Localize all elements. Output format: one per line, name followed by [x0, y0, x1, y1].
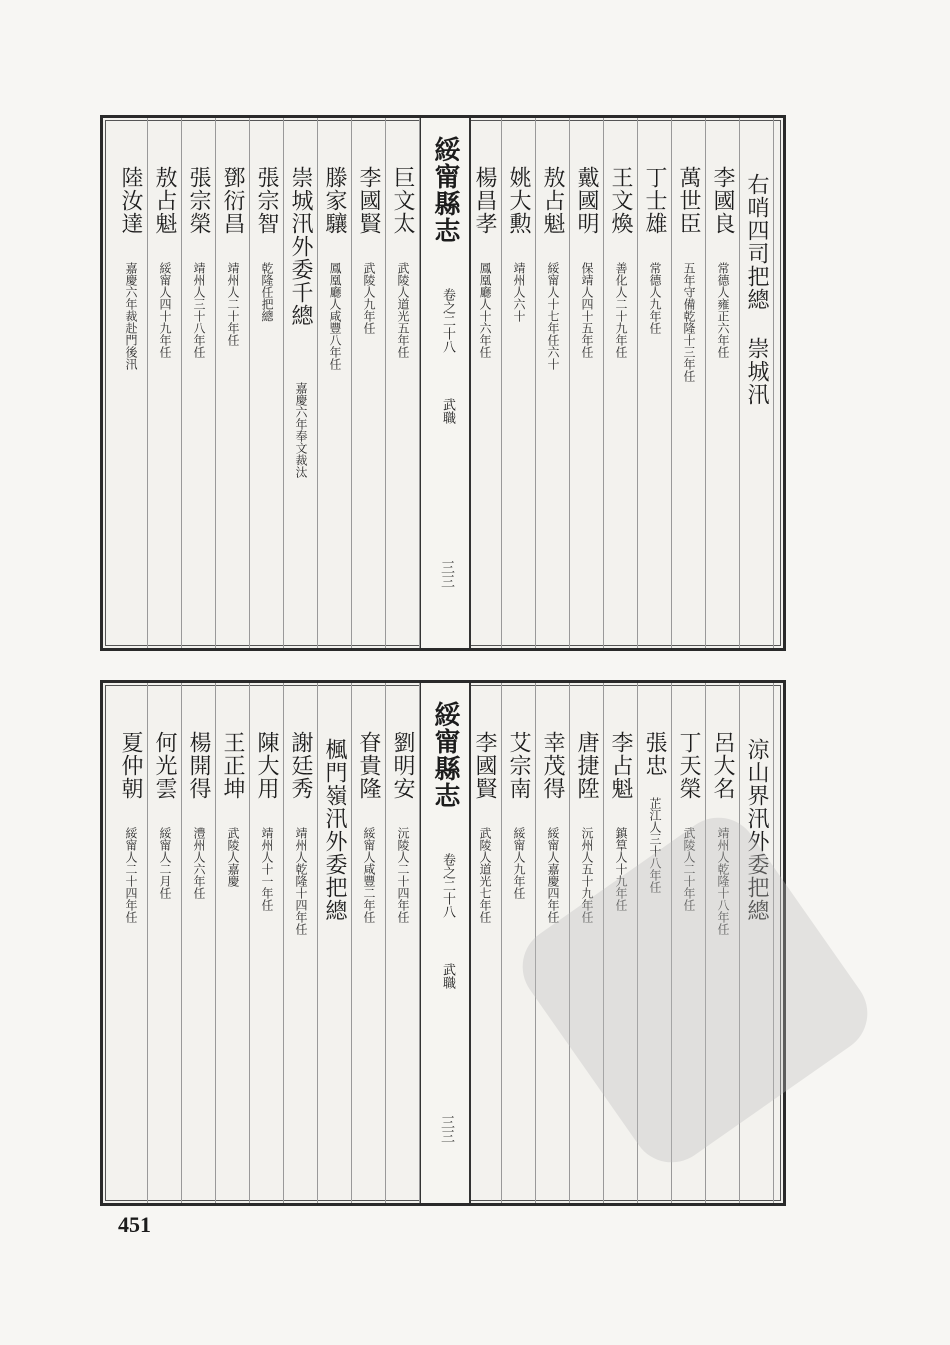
center-margin-column [419, 683, 471, 1203]
official-entry-column [113, 118, 148, 648]
official-entry-column [113, 683, 148, 1203]
official-name: 李國賢 [356, 166, 381, 235]
official-name: 張宗智 [254, 166, 279, 235]
official-name: 張宗榮 [186, 166, 211, 235]
section-heading: 右哨四司把總 崇城汛 [744, 173, 769, 406]
official-entry-column [317, 118, 352, 648]
official-entry-column [283, 683, 318, 1203]
official-entry-column [147, 683, 182, 1203]
official-entry-column [385, 683, 420, 1203]
book-title: 綏甯縣志 [430, 701, 460, 809]
official-name: 丁士雄 [642, 166, 667, 235]
official-name: 丁天榮 [676, 731, 701, 800]
official-name: 敖占魁 [152, 166, 177, 235]
folio-number: 三三 [439, 560, 455, 588]
official-entry-column [351, 683, 386, 1203]
appointment-note: 武陵人嘉慶 [226, 827, 240, 887]
official-name: 陸汝達 [118, 166, 143, 235]
official-entry-column [181, 118, 216, 648]
appointment-note: 鳳凰廳人咸豐八年任 [328, 262, 342, 370]
official-name: 眘貴隆 [356, 731, 381, 800]
section-label: 武職 [440, 963, 455, 989]
official-name: 楊開得 [186, 731, 211, 800]
official-entry-column [215, 118, 250, 648]
official-entry-column [569, 118, 604, 648]
official-name: 王文煥 [608, 166, 633, 235]
official-name: 敖占魁 [540, 166, 565, 235]
official-entry-column [501, 118, 536, 648]
appointment-note: 鳳凰廳人十六年任 [478, 262, 492, 358]
appointment-note: 綏甯人四十九年任 [158, 262, 172, 358]
section-heading: 楓門嶺汛外委把總 [322, 738, 347, 922]
official-entry-column [637, 118, 672, 648]
appointment-note: 五年守備乾隆十三年任 [682, 262, 696, 382]
official-name: 唐捷陞 [574, 731, 599, 800]
official-name: 幸茂得 [540, 731, 565, 800]
appointment-note: 沅陵人二十四年任 [396, 827, 410, 923]
appointment-note: 靖州人二十年任 [226, 262, 240, 346]
appointment-note: 鎮筸人十九年任 [614, 827, 628, 911]
official-entry-column [535, 118, 570, 648]
official-name: 滕家驤 [322, 166, 347, 235]
official-name: 鄧衍昌 [220, 166, 245, 235]
appointment-note: 乾隆任把總 [260, 262, 274, 322]
section-heading-column [739, 118, 774, 648]
appointment-note: 武陵人二十年任 [682, 827, 696, 911]
appointment-note: 保靖人四十五年任 [580, 262, 594, 358]
official-name: 巨文太 [390, 166, 415, 235]
official-name: 崇城汛外委千總 [288, 166, 313, 327]
official-name: 何光雲 [152, 731, 177, 800]
appointment-note: 常德人雍正六年任 [716, 262, 730, 358]
appointment-note: 武陵人九年任 [362, 262, 376, 334]
official-name: 呂大名 [710, 731, 735, 800]
folio-number: 三三 [439, 1115, 455, 1143]
official-entry-column [351, 118, 386, 648]
book-title: 綏甯縣志 [430, 136, 460, 244]
official-name: 王正坤 [220, 731, 245, 800]
section-heading-column [317, 683, 352, 1203]
appointment-note: 武陵人道光七年任 [478, 827, 492, 923]
appointment-note: 沅州人五十九年任 [580, 827, 594, 923]
appointment-note: 芷江人三十八年任 [648, 797, 662, 893]
official-entry-column [181, 683, 216, 1203]
official-name: 李占魁 [608, 731, 633, 800]
official-entry-column [603, 118, 638, 648]
official-name: 劉明安 [390, 731, 415, 800]
official-entry-column [671, 118, 706, 648]
top-gazetteer-page [100, 115, 786, 651]
section-heading: 涼山界汛外委把總 [744, 738, 769, 922]
center-margin-column [419, 118, 471, 648]
appointment-note: 武陵人道光五年任 [396, 262, 410, 358]
appointment-note: 靖州人乾隆十四年任 [294, 827, 308, 935]
volume-label: 卷之二十八 [440, 288, 455, 353]
appointment-note: 常德人九年任 [648, 262, 662, 334]
official-name: 艾宗南 [506, 731, 531, 800]
official-name: 夏仲朝 [118, 731, 143, 800]
official-name: 姚大勲 [506, 166, 531, 235]
official-entry-column [283, 118, 318, 648]
appointment-note: 靖州人十一年任 [260, 827, 274, 911]
official-name: 楊昌孝 [472, 166, 497, 235]
appointment-note: 綏甯人九年任 [512, 827, 526, 899]
official-name: 謝廷秀 [288, 731, 313, 800]
appointment-note: 嘉慶六年裁赴門後汛 [124, 262, 138, 370]
official-entry-column [705, 118, 740, 648]
official-name: 張忠 [642, 731, 667, 777]
official-entry-column [467, 118, 502, 648]
official-entry-column [249, 683, 284, 1203]
official-name: 萬世臣 [676, 166, 701, 235]
appointment-note: 靖州人乾隆十八年任 [716, 827, 730, 935]
appointment-note: 綏甯人十七年任六十 [546, 262, 560, 370]
official-entry-column [467, 683, 502, 1203]
page-number: 451 [118, 1212, 151, 1237]
appointment-note: 澧州人六年任 [192, 827, 206, 899]
appointment-note: 嘉慶六年奉文裁汰 [294, 382, 308, 478]
appointment-note: 善化人二十九年任 [614, 262, 628, 358]
appointment-note: 靖州人六十 [512, 262, 526, 322]
official-name: 李國賢 [472, 731, 497, 800]
official-name: 陳大用 [254, 731, 279, 800]
official-name: 戴國明 [574, 166, 599, 235]
official-entry-column [385, 118, 420, 648]
section-label: 武職 [440, 398, 455, 424]
appointment-note: 靖州人三十八年任 [192, 262, 206, 358]
appointment-note: 綏甯人二十四年任 [124, 827, 138, 923]
volume-label: 卷之二十八 [440, 853, 455, 918]
official-entry-column [147, 118, 182, 648]
appointment-note: 綏甯人二月任 [158, 827, 172, 899]
appointment-note: 綏甯人咸豐二年任 [362, 827, 376, 923]
official-entry-column [249, 118, 284, 648]
appointment-note: 綏甯人嘉慶四年任 [546, 827, 560, 923]
official-entry-column [215, 683, 250, 1203]
official-name: 李國良 [710, 166, 735, 235]
